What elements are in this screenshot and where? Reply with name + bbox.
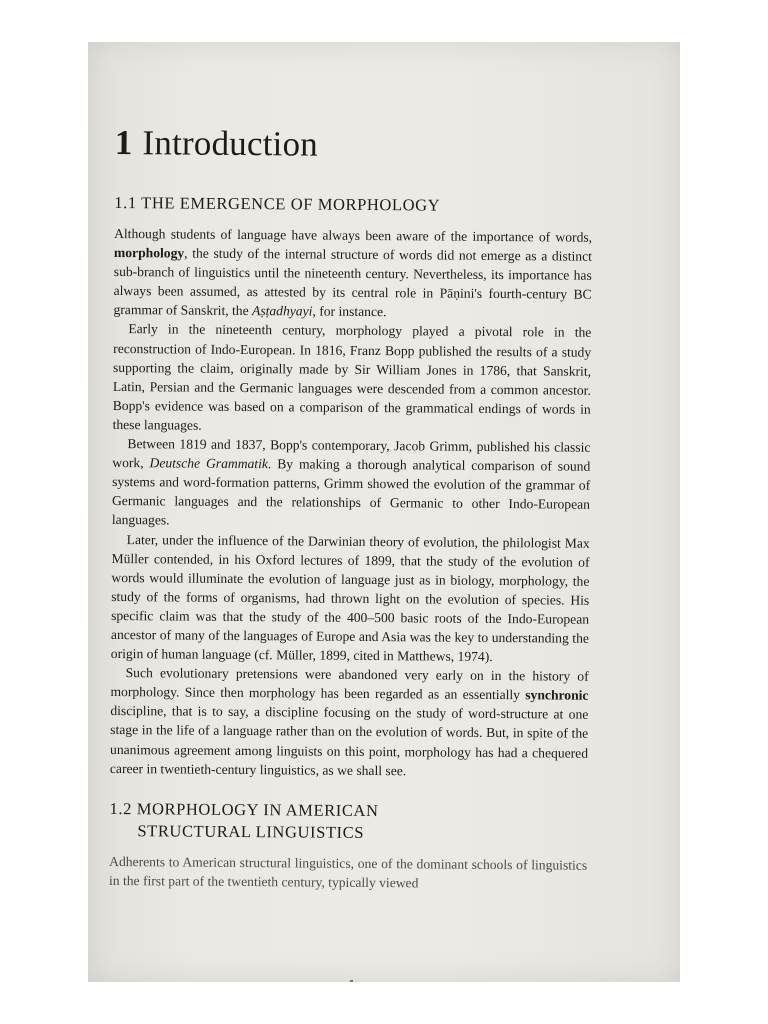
paragraph-3-text-b: . By making a thorough analytical comparison of sound systems and word-formation patterns, Grimm showed the evolution of the grammar of Germanic languages and the relationships of Germanic to other Indo-European languages.: [111, 456, 591, 528]
chapter-title: [115, 120, 593, 170]
paragraph-2: Early in the nineteenth century, morphology played a pivotal role in the reconstruction of Indo-European. In 1816, Franz Bopp published the results of a study supporting the claim, originally made by Sir William Jones in 1786, that Sanskrit, Latin, Persian and the Germanic languages were descended from a common ancestor. Bopp's evidence was based on a comparison of the grammatical endings of words in these languages.: [112, 321, 592, 433]
paragraph-3: [112, 434, 591, 533]
paragraph-5-text-b: discipline, that is to say, a discipline focusing on the study of word-structure at one stage in the life of a language rather than on the evolution of words. But, in spite of the unanimous agreement among linguists on this point, morphology has had a chequered career in twentieth-century linguistics, as we shall see.: [109, 703, 589, 778]
paragraph-3-text-a: Between 1819 and 1837, Bopp's contemporary, Jacob Grimm, published his classic work,: [112, 436, 591, 471]
paragraph-6: Adherents to American structural linguistics, one of the dominant schools of linguistics in the first part of the twentieth century, typically viewed: [108, 853, 588, 891]
paragraph-1-text-c: , for instance.: [312, 303, 387, 320]
section-heading-1-2: [109, 798, 587, 846]
section-heading-1-2-line-1: 1.2 MORPHOLOGY IN AMERICAN: [109, 798, 379, 820]
page-content: [109, 120, 593, 894]
title-deutsche-grammatik: Deutsche Grammatik: [149, 455, 269, 472]
chapter-title-text: Introduction: [142, 123, 319, 164]
paragraph-1: [113, 224, 592, 323]
paragraph-1-text-a: Although students of language have always been aware of the importance of words,: [114, 225, 593, 245]
term-morphology: morphology: [113, 245, 185, 261]
paragraph-1-text-b: , the study of the internal structure of words did not emerge as a distinct sub-branch of linguistics until the nineteenth century. Nevertheless, its importance has always been assumed, as attested by its central role in Pāṇini's fourth-century BC grammar of Sanskrit, the: [113, 245, 593, 319]
paragraph-5-text-a: Such evolutionary pretensions were abandoned very early on in the history of morphology. Since then morphology has been regarded as an essentially: [110, 665, 589, 703]
section-heading-1-1: 1.1 THE EMERGENCE OF MORPHOLOGY: [114, 192, 441, 215]
page-speck: [350, 980, 353, 982]
section-heading-1-2-line-2: STRUCTURAL LINGUISTICS: [137, 820, 365, 842]
paragraph-5: [110, 663, 589, 781]
paragraph-4: Later, under the influence of the Darwinian theory of evolution, the philologist Max Müller contended, in his Oxford lectures of 1899, that the study of the evolution of words would illuminate the evolution of language just as in biology, morphology, the study of the forms of organisms, had thrown light on the evolution of species. His specific claim was that the study of the 400–500 basic roots of the Indo-European ancestor of many of the languages of Europe and Asia was the key to understanding the origin of human language (cf. Müller, 1899, cited in Matthews, 1974).: [110, 531, 590, 665]
term-synchronic: synchronic: [525, 687, 589, 703]
chapter-number: 1: [114, 122, 133, 163]
title-astadhyayi: Aṣṭadhyayi: [251, 303, 313, 319]
